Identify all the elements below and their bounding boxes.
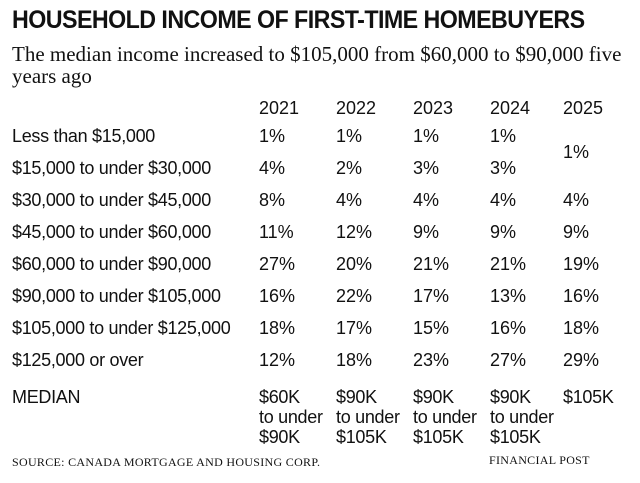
table-cell: 18% — [259, 318, 296, 338]
median-value: $105K — [413, 427, 464, 447]
table-cell: 1% — [413, 126, 440, 146]
table-cell: 9% — [413, 222, 440, 242]
source-note: SOURCE: CANADA MORTGAGE AND HOUSING CORP. — [12, 455, 321, 469]
chart-subtitle: The median income increased to $105,000 from $60,000 to $90,000 five years ago — [12, 42, 622, 88]
table-cell: 18% — [336, 350, 373, 370]
table-cell: 3% — [490, 158, 517, 178]
table-cell: 9% — [490, 222, 517, 242]
table-cell: 27% — [490, 350, 527, 370]
table-cell: 16% — [563, 286, 600, 306]
table-cell: 17% — [336, 318, 373, 338]
table-cell: 27% — [259, 254, 296, 274]
table-cell: 1% — [563, 142, 590, 162]
table-cell: 4% — [259, 158, 286, 178]
table-cell: 13% — [490, 286, 527, 306]
table-cell: 4% — [563, 190, 590, 210]
table-cell: 4% — [336, 190, 363, 210]
row-label: Less than $15,000 — [12, 126, 156, 146]
table-cell: 20% — [336, 254, 373, 274]
chart-title: HOUSEHOLD INCOME OF FIRST-TIME HOMEBUYERS — [12, 6, 585, 34]
table-cell: 16% — [259, 286, 296, 306]
median-value: to under — [413, 407, 477, 427]
row-label: $15,000 to under $30,000 — [12, 158, 211, 178]
table-cell: 4% — [490, 190, 517, 210]
median-value: $60K — [259, 387, 300, 407]
row-label: $125,000 or over — [12, 350, 144, 370]
table-cell: 1% — [336, 126, 363, 146]
median-label: MEDIAN — [12, 387, 81, 407]
median-value: $90K — [413, 387, 454, 407]
table-cell: 21% — [490, 254, 527, 274]
median-value: $105K — [490, 427, 541, 447]
publisher-credit: FINANCIAL POST — [489, 453, 590, 467]
row-label: $30,000 to under $45,000 — [12, 190, 211, 210]
median-value: to under — [336, 407, 400, 427]
table-cell: 29% — [563, 350, 600, 370]
table-cell: 1% — [490, 126, 517, 146]
median-value: $90K — [259, 427, 300, 447]
table-cell: 18% — [563, 318, 600, 338]
row-label: $105,000 to under $125,000 — [12, 318, 231, 338]
column-header-2025: 2025 — [563, 98, 604, 118]
table-cell: 3% — [413, 158, 440, 178]
column-header-2022: 2022 — [336, 98, 377, 118]
table-cell: 21% — [413, 254, 450, 274]
median-value: $90K — [336, 387, 377, 407]
column-header-2021: 2021 — [259, 98, 300, 118]
table-cell: 12% — [259, 350, 296, 370]
table-cell: 4% — [413, 190, 440, 210]
table-cell: 19% — [563, 254, 600, 274]
median-value: $105K — [336, 427, 387, 447]
table-cell: 9% — [563, 222, 590, 242]
table-cell: 11% — [259, 222, 294, 242]
column-header-2024: 2024 — [490, 98, 531, 118]
table-cell: 2% — [336, 158, 363, 178]
row-label: $60,000 to under $90,000 — [12, 254, 211, 274]
table-cell: 23% — [413, 350, 450, 370]
table-cell: 22% — [336, 286, 373, 306]
table-cell: 12% — [336, 222, 373, 242]
row-label: $45,000 to under $60,000 — [12, 222, 211, 242]
table-cell: 16% — [490, 318, 527, 338]
median-value: $105K — [563, 387, 614, 407]
row-label: $90,000 to under $105,000 — [12, 286, 221, 306]
median-value: $90K — [490, 387, 531, 407]
median-value: to under — [259, 407, 323, 427]
table-cell: 15% — [413, 318, 450, 338]
median-value: to under — [490, 407, 554, 427]
table-cell: 1% — [259, 126, 286, 146]
table-cell: 17% — [413, 286, 450, 306]
table-cell: 8% — [259, 190, 286, 210]
column-header-2023: 2023 — [413, 98, 454, 118]
